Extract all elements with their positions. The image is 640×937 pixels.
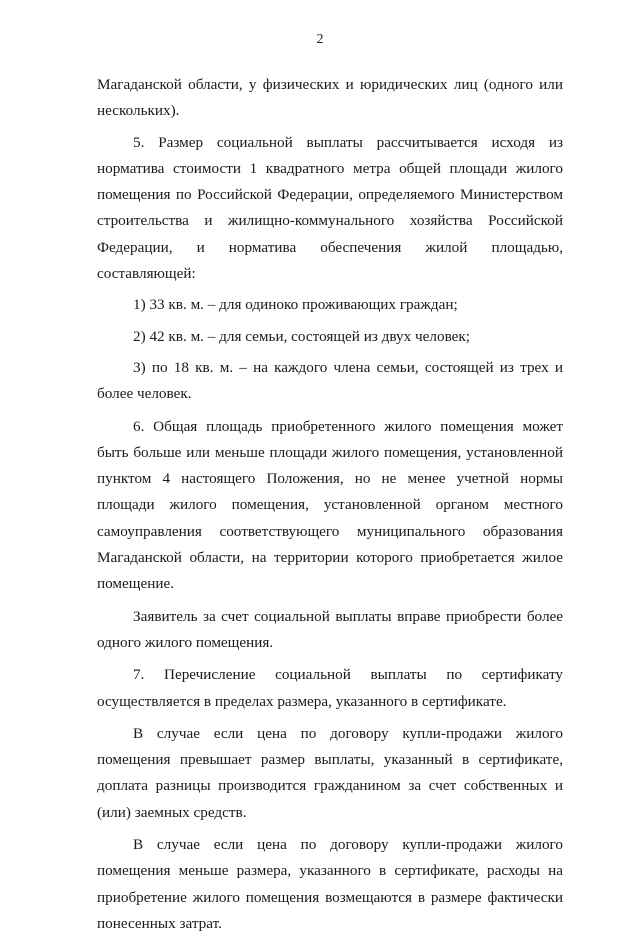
paragraph-item-5-1: 1) 33 кв. м. – для одиноко проживающих граждан; [133,296,458,314]
page-number: 2 [316,32,324,47]
paragraph-item-7: 7. Перечисление социальной выплаты по сертификату осуществляется в пределах размера, указанного в сертификате. [97,666,563,710]
paragraph-item-5-3: 3) по 18 кв. м. – на каждого члена семьи, состоящей из трех и более человек. [97,358,563,403]
paragraph-continuation: Магаданской области, у физических и юридических лиц (одного или нескольких). [97,76,563,120]
paragraph-item-5-2: 2) 42 кв. м. – для семьи, состоящей из двух человек; [133,327,470,345]
document-body [97,72,563,937]
paragraph-item-6-applicant: Заявитель за счет социальной выплаты вправе приобрести более одного жилого помещения. [97,607,563,651]
paragraph-item-5: 5. Размер социальной выплаты рассчитывается исходя из норматива стоимости 1 квадратного метра общей площади жилого помещения по Российской Федерации, определяемого Министерством строительства и жилищно-коммунального хозяйства Российской Федерации, и норматива обеспечения жилой площадью, составляющей: [97,133,563,283]
paragraph-item-7-excess: В случае если цена по договору купли-продажи жилого помещения превышает размер выплаты, указанный в сертификате, доплата разницы производится гражданином за счет собственных и (или) заемных средств. [97,724,563,821]
paragraph-item-7-less: В случае если цена по договору купли-продажи жилого помещения меньше размера, указанного в сертификате, расходы на приобретение жилого помещения возмещаются в размере фактически понесенных затрат. [97,836,563,932]
paragraph-item-6: 6. Общая площадь приобретенного жилого помещения может быть больше или меньше площади жилого помещения, установленной пунктом 4 настоящего Положения, но не менее учетной нормы площади жилого помещения, установленной органом местного самоуправления соответствующего муниципального образования Магаданской области, на территории которого приобретается жилое помещение. [97,417,563,593]
